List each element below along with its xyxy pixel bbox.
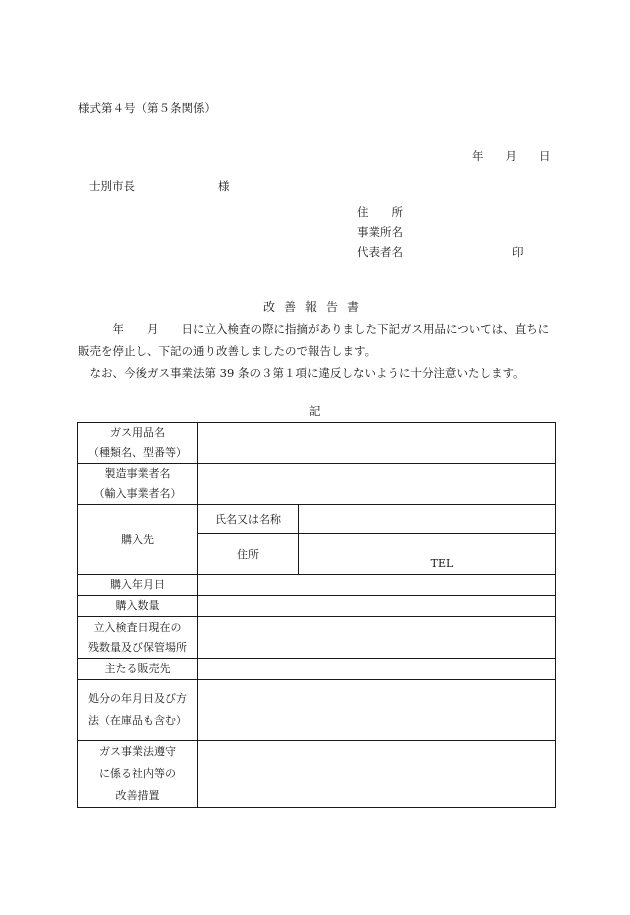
purchase-date-value[interactable] bbox=[198, 575, 556, 596]
form-number: 様式第４号（第５条関係） bbox=[78, 101, 216, 115]
table-row-purchase-qty bbox=[78, 596, 556, 617]
table-row-manufacturer bbox=[78, 464, 556, 505]
purchase-qty-value[interactable] bbox=[198, 596, 556, 617]
sender-business-label: 事業所名 bbox=[357, 225, 403, 239]
measures-value[interactable] bbox=[198, 741, 556, 808]
body-paragraph-1: 年 月 日に立入検査の際に指摘がありました下記ガス用品については、直ちに販売を停止し、下記の通り改善しましたので報告します。 bbox=[78, 322, 550, 358]
disposal-value[interactable] bbox=[198, 680, 556, 741]
sender-representative-label: 代表者名 bbox=[357, 245, 403, 259]
date-year: 年 bbox=[472, 149, 484, 163]
main-sales-label: 主たる販売先 bbox=[78, 659, 198, 680]
date-line bbox=[472, 148, 551, 164]
purchase-address-label: 住所 bbox=[198, 534, 299, 575]
table-row-main-sales bbox=[78, 659, 556, 680]
addressee-honorific: 様 bbox=[218, 179, 230, 193]
table-row-measures bbox=[78, 741, 556, 808]
gas-product-label: ガス用品名 （種類名、型番等） bbox=[78, 423, 198, 464]
purchase-from-label: 購入先 bbox=[78, 505, 198, 575]
purchase-name-value[interactable] bbox=[299, 505, 556, 534]
seal-mark: 印 bbox=[512, 245, 524, 259]
stock-label: 立入検査日現在の 残数量及び保管場所 bbox=[78, 617, 198, 659]
tel-label: TEL bbox=[430, 556, 454, 570]
measures-label: ガス事業法遵守 に係る社内等の 改善措置 bbox=[78, 741, 198, 808]
report-table bbox=[77, 422, 556, 808]
purchase-qty-label: 購入数量 bbox=[78, 596, 198, 617]
table-row-purchase-date bbox=[78, 575, 556, 596]
purchase-name-label: 氏名又は名称 bbox=[198, 505, 299, 534]
table-row-disposal bbox=[78, 680, 556, 741]
table-row-gas-product bbox=[78, 423, 556, 464]
manufacturer-value[interactable] bbox=[198, 464, 556, 505]
addressee-name: 士別市長 bbox=[89, 179, 135, 193]
body-paragraph-2: なお、今後ガス事業法第 39 条の３第１項に違反しないように十分注意いたします。 bbox=[78, 366, 525, 380]
purchase-address-value[interactable] bbox=[299, 534, 556, 575]
date-month: 月 bbox=[505, 149, 517, 163]
table-row-purchase-name bbox=[78, 505, 556, 534]
gas-product-value[interactable] bbox=[198, 423, 556, 464]
disposal-label: 処分の年月日及び方 法（在庫品も含む） bbox=[78, 680, 198, 741]
main-sales-value[interactable] bbox=[198, 659, 556, 680]
date-day: 日 bbox=[539, 149, 551, 163]
stock-value[interactable] bbox=[198, 617, 556, 659]
manufacturer-label: 製造事業者名 （輸入事業者名） bbox=[78, 464, 198, 505]
ki-heading: 記 bbox=[309, 404, 321, 418]
purchase-date-label: 購入年月日 bbox=[78, 575, 198, 596]
table-row-stock bbox=[78, 617, 556, 659]
sender-address-label: 住 所 bbox=[357, 205, 403, 219]
document-title: 改善報告書 bbox=[263, 300, 369, 314]
